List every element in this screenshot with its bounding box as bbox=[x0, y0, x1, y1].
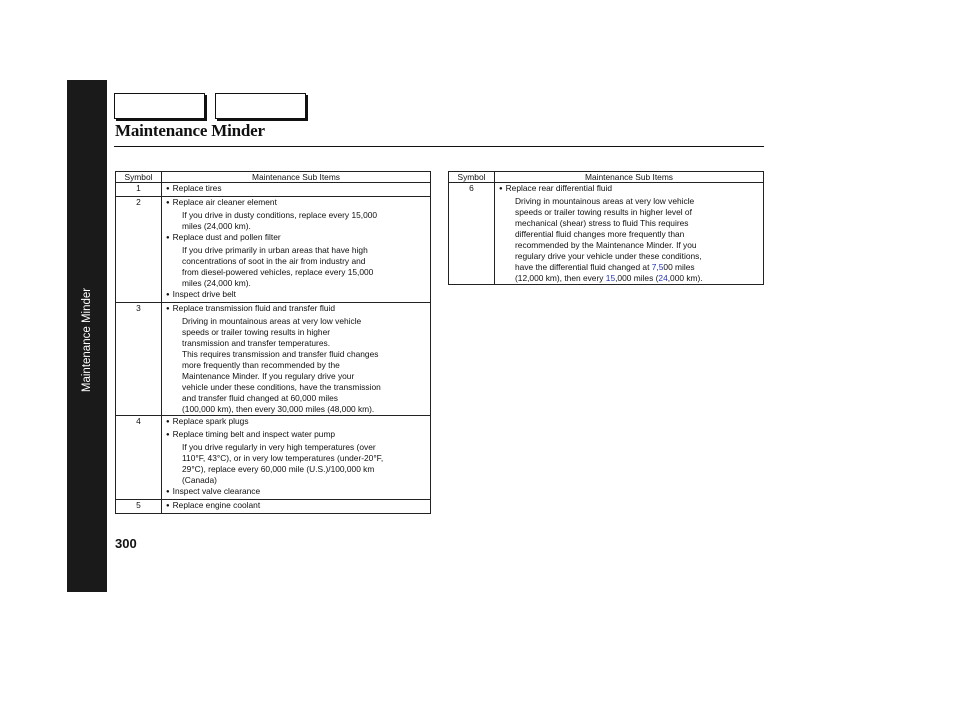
bullet-item: ● Replace dust and pollen filter bbox=[166, 232, 428, 245]
symbol-cell: 6 bbox=[449, 183, 495, 285]
header-symbol: Symbol bbox=[116, 172, 162, 183]
note-line: Driving in mountainous areas at very low vehicle bbox=[515, 196, 695, 206]
nav-button-previous[interactable] bbox=[114, 93, 205, 119]
note-line: more frequently than recommended by the bbox=[182, 360, 340, 370]
sub-items-cell bbox=[162, 303, 431, 416]
note-line: vehicle under these conditions, have the transmission bbox=[182, 382, 381, 392]
note-line bbox=[499, 262, 761, 273]
page-number: 300 bbox=[115, 536, 137, 551]
symbol-cell: 5 bbox=[116, 500, 162, 514]
table-header-row bbox=[449, 172, 764, 183]
table-row bbox=[116, 183, 431, 197]
header-sub-items: Maintenance Sub Items bbox=[495, 172, 764, 183]
note-line: 29°C), replace every 60,000 mile (U.S.)/100,000 km bbox=[182, 464, 375, 474]
note-line: recommended by the Maintenance Minder. If you bbox=[515, 240, 697, 250]
bullet-item: ● Replace tires bbox=[166, 183, 428, 196]
note-text: 00 miles bbox=[663, 262, 695, 272]
note-line: from diesel-powered vehicles, replace every 15,000 bbox=[182, 267, 374, 277]
note-line: (100,000 km), then every 30,000 miles (48,000 km). bbox=[182, 404, 375, 414]
symbol-cell: 1 bbox=[116, 183, 162, 197]
note-line: transmission and transfer temperatures. bbox=[182, 338, 331, 348]
bullet-item: ● Inspect valve clearance bbox=[166, 486, 428, 499]
table-row bbox=[449, 183, 764, 285]
note-line: This requires transmission and transfer fluid changes bbox=[182, 349, 379, 359]
note-line: 110°F, 43°C), or in very low temperatures (under-20°F, bbox=[182, 453, 384, 463]
symbol-cell: 2 bbox=[116, 197, 162, 303]
table-row bbox=[116, 303, 431, 416]
bullet-item: ● Replace air cleaner element bbox=[166, 197, 428, 210]
note-line: (Canada) bbox=[182, 475, 217, 485]
note-line: and transfer fluid changed at 60,000 miles bbox=[182, 393, 338, 403]
sub-items-cell bbox=[162, 500, 431, 514]
sub-items-cell bbox=[162, 197, 431, 303]
note-line: regulary drive your vehicle under these conditions, bbox=[515, 251, 702, 261]
table-row bbox=[116, 197, 431, 303]
header-symbol: Symbol bbox=[449, 172, 495, 183]
note-line bbox=[499, 273, 761, 284]
note-text: have the differential fluid changed at bbox=[515, 262, 652, 272]
maintenance-table-right bbox=[448, 171, 764, 285]
note-line: differential fluid changes more frequently than bbox=[515, 229, 685, 239]
note-line: Driving in mountainous areas at very low vehicle bbox=[182, 316, 362, 326]
bullet-item: ● Replace transmission fluid and transfer fluid bbox=[166, 303, 428, 316]
table-header-row bbox=[116, 172, 431, 183]
note-line: mechanical (shear) stress to fluid This requires bbox=[515, 218, 689, 228]
maintenance-table-left bbox=[115, 171, 431, 514]
bullet-item: ● Replace engine coolant bbox=[166, 500, 428, 513]
note-line: miles (24,000 km). bbox=[182, 278, 251, 288]
note-text: ,000 miles ( bbox=[615, 273, 659, 283]
page-title: Maintenance Minder bbox=[115, 121, 265, 140]
note-line: miles (24,000 km). bbox=[182, 221, 251, 231]
table-row bbox=[116, 500, 431, 514]
sub-items-cell bbox=[495, 183, 764, 285]
table-row bbox=[116, 416, 431, 500]
nav-button-next[interactable] bbox=[215, 93, 306, 119]
bullet-item: ● Replace spark plugs bbox=[166, 416, 428, 429]
bullet-item: ● Inspect drive belt bbox=[166, 289, 428, 302]
note-text: ,000 km). bbox=[667, 273, 703, 283]
symbol-cell: 3 bbox=[116, 303, 162, 416]
symbol-cell: 4 bbox=[116, 416, 162, 500]
note-line: If you drive regularly in very high temperatures (over bbox=[182, 442, 376, 452]
bullet-item: ● Replace rear differential fluid bbox=[499, 183, 761, 196]
note-text: (12,000 km), then every bbox=[515, 273, 606, 283]
header-sub-items: Maintenance Sub Items bbox=[162, 172, 431, 183]
sub-items-cell bbox=[162, 183, 431, 197]
highlight-number: 7,5 bbox=[651, 262, 664, 272]
note-line: concentrations of soot in the air from industry and bbox=[182, 256, 366, 266]
highlight-number: 15 bbox=[605, 273, 616, 283]
side-tab-label: Maintenance Minder bbox=[81, 287, 93, 393]
bullet-item: ● Replace timing belt and inspect water pump bbox=[166, 429, 428, 442]
note-line: speeds or trailer towing results in higher bbox=[182, 327, 331, 337]
sub-items-cell bbox=[162, 416, 431, 500]
title-divider bbox=[114, 146, 764, 147]
note-line: speeds or trailer towing results in higher level of bbox=[515, 207, 692, 217]
note-line: If you drive in dusty conditions, replace every 15,000 bbox=[182, 210, 378, 220]
note-line: If you drive primarily in urban areas that have high bbox=[182, 245, 368, 255]
note-line: Maintenance Minder. If you regulary drive your bbox=[182, 371, 355, 381]
highlight-number: 24 bbox=[658, 273, 668, 283]
